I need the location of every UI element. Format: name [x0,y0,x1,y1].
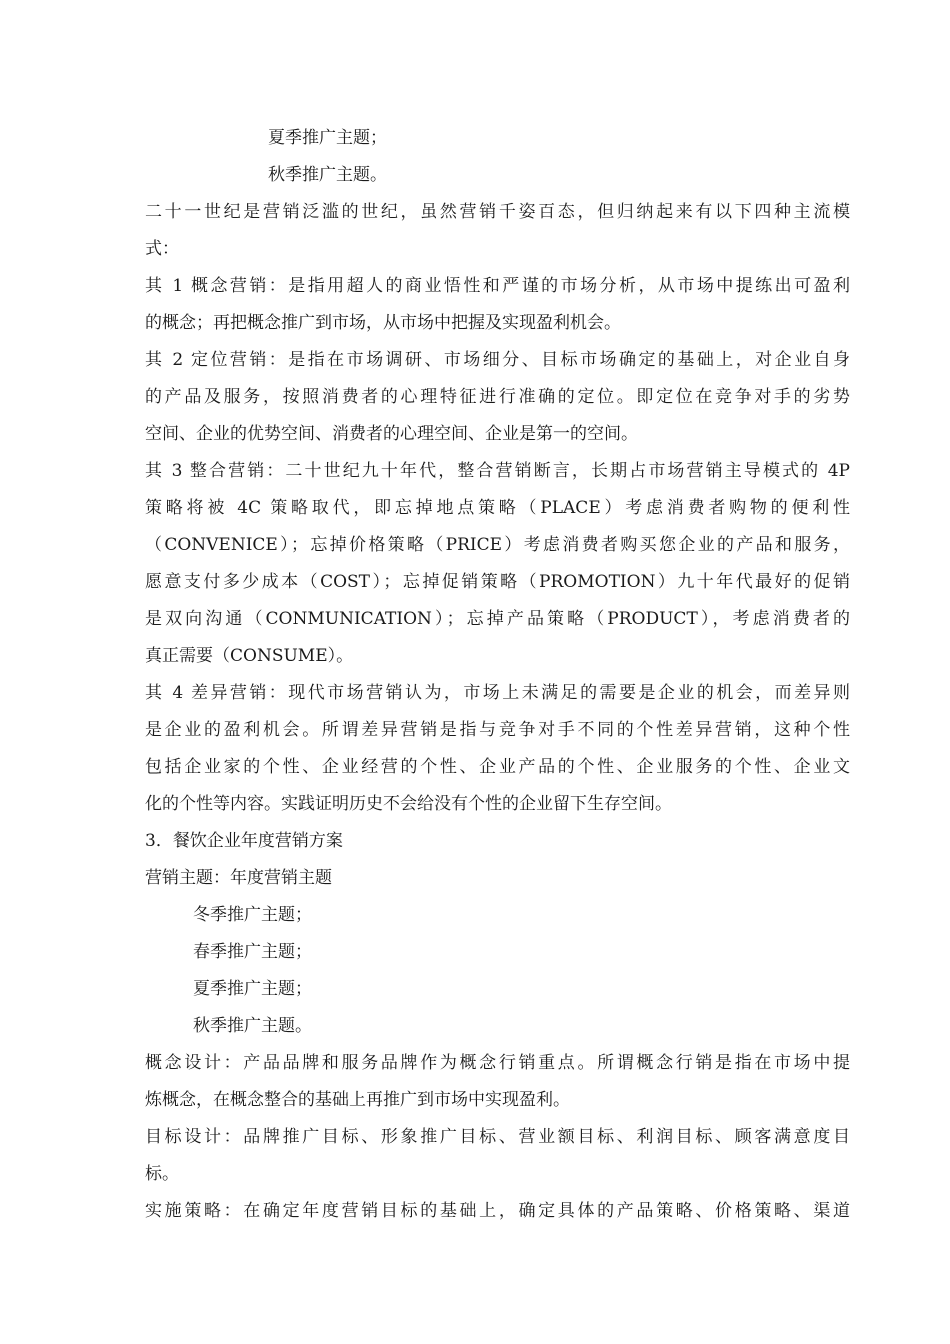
season-item-spring: 春季推广主题； [193,942,312,962]
marketing-theme-line: 营销主题：年度营销主题 [145,868,332,888]
goal-design-line: 目标设计：品牌推广目标、形象推广目标、营业额目标、利润目标、顾客满意度目 [145,1127,850,1147]
item3-integrated-marketing-line: 真正需要（CONSUME）。 [145,646,354,666]
item1-concept-marketing-line: 的概念；再把概念推广到市场，从市场中把握及实现盈利机会。 [145,313,621,333]
item4-differentiation-marketing-line: 是企业的盈利机会。所谓差异营销是指与竞争对手不同的个性差异营销，这种个性 [145,720,850,740]
concept-design-line: 概念设计：产品品牌和服务品牌作为概念行销重点。所谓概念行销是指在市场中提 [145,1053,850,1073]
season-item-autumn: 秋季推广主题。 [193,1016,312,1036]
item3-integrated-marketing-line: （CONVENICE）；忘掉价格策略（PRICE）考虑消费者购买您企业的产品和服务， [145,535,850,555]
item2-positioning-marketing-line: 空间、企业的优势空间、消费者的心理空间、企业是第一的空间。 [145,424,638,444]
document-page [145,120,850,1230]
item4-differentiation-marketing-line: 其 4 差异营销：现代市场营销认为，市场上未满足的需要是企业的机会，而差异则 [145,683,850,703]
concept-design-line: 炼概念，在概念整合的基础上再推广到市场中实现盈利。 [145,1090,570,1110]
item3-integrated-marketing-line: 策略将被 4C 策略取代，即忘掉地点策略（PLACE）考虑消费者购物的便利性 [145,498,850,518]
item3-integrated-marketing-line: 其 3 整合营销：二十世纪九十年代，整合营销断言，长期占市场营销主导模式的 4P [145,461,850,481]
season-item-winter: 冬季推广主题； [193,905,312,925]
season-item-summer: 夏季推广主题； [268,128,387,148]
season-item-autumn: 秋季推广主题。 [268,165,387,185]
item3-integrated-marketing-line: 愿意支付多少成本（COST）；忘掉促销策略（PROMOTION）九十年代最好的促销 [145,572,850,592]
season-item-summer: 夏季推广主题； [193,979,312,999]
item4-differentiation-marketing-line: 化的个性等内容。实践证明历史不会给没有个性的企业留下生存空间。 [145,794,672,814]
item1-concept-marketing-line: 其 1 概念营销：是指用超人的商业悟性和严谨的市场分析，从市场中提练出可盈利 [145,276,850,296]
item3-integrated-marketing-line: 是双向沟通（CONMUNICATION）；忘掉产品策略（PRODUCT），考虑消费者的 [145,609,850,629]
item2-positioning-marketing-line: 其 2 定位营销：是指在市场调研、市场细分、目标市场确定的基础上，对企业自身 [145,350,850,370]
section3-heading: 3．餐饮企业年度营销方案 [145,831,343,851]
intro-paragraph-line: 式： [145,239,179,259]
implementation-strategy-line: 实施策略：在确定年度营销目标的基础上，确定具体的产品策略、价格策略、渠道 [145,1201,850,1221]
goal-design-line: 标。 [145,1164,179,1184]
item2-positioning-marketing-line: 的产品及服务，按照消费者的心理特征进行准确的定位。即定位在竞争对手的劣势 [145,387,850,407]
item4-differentiation-marketing-line: 包括企业家的个性、企业经营的个性、企业产品的个性、企业服务的个性、企业文 [145,757,850,777]
intro-paragraph-line: 二十一世纪是营销泛滥的世纪，虽然营销千姿百态，但归纳起来有以下四种主流模 [145,202,850,222]
